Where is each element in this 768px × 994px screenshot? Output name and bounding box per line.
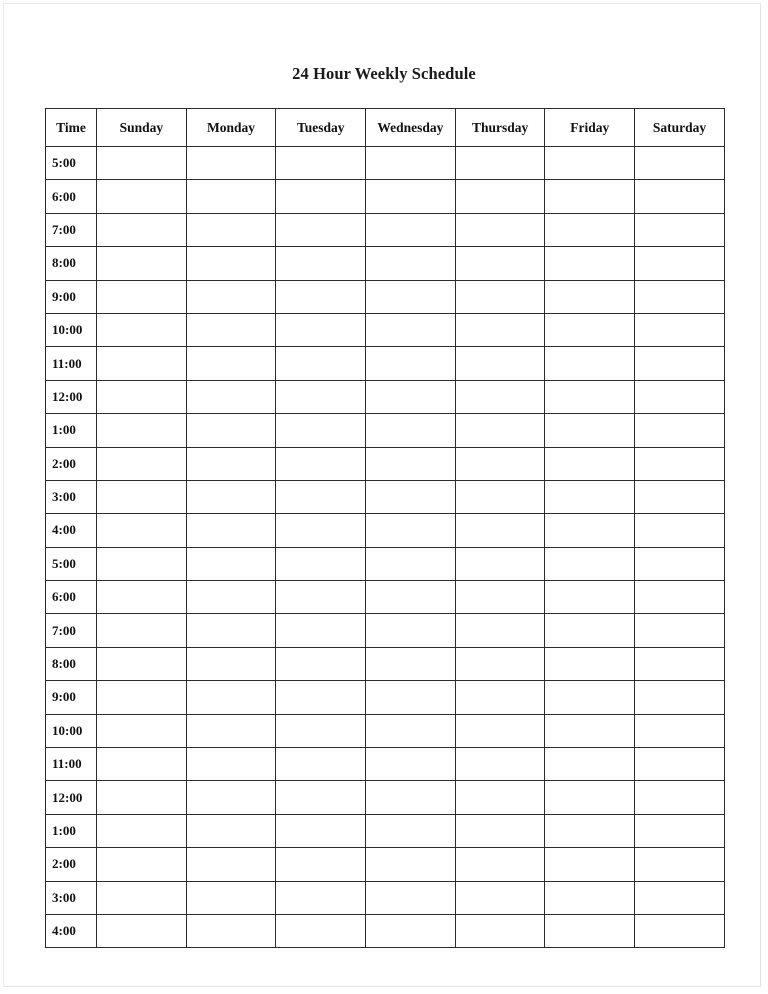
schedule-slot-monday[interactable]: [186, 414, 276, 447]
column-header-monday: Monday: [186, 109, 276, 147]
table-row: [46, 347, 725, 380]
schedule-slot-sunday[interactable]: [97, 581, 187, 614]
schedule-slot-tuesday[interactable]: [276, 814, 366, 847]
schedule-slot-thursday[interactable]: [455, 581, 545, 614]
table-row: [46, 447, 725, 480]
schedule-slot-tuesday[interactable]: [276, 748, 366, 781]
time-label-cell: 1:00: [46, 414, 97, 447]
schedule-slot-tuesday[interactable]: [276, 581, 366, 614]
schedule-slot-friday[interactable]: [545, 380, 635, 413]
schedule-slot-sunday[interactable]: [97, 147, 187, 180]
schedule-slot-sunday[interactable]: [97, 881, 187, 914]
schedule-slot-monday[interactable]: [186, 547, 276, 580]
schedule-slot-sunday[interactable]: [97, 380, 187, 413]
schedule-slot-monday[interactable]: [186, 714, 276, 747]
schedule-slot-saturday[interactable]: [635, 914, 725, 947]
table-row: [46, 280, 725, 313]
schedule-slot-tuesday[interactable]: [276, 280, 366, 313]
schedule-slot-wednesday[interactable]: [366, 180, 456, 213]
schedule-slot-friday[interactable]: [545, 914, 635, 947]
time-label-cell: 11:00: [46, 748, 97, 781]
schedule-slot-saturday[interactable]: [635, 514, 725, 547]
schedule-slot-saturday[interactable]: [635, 247, 725, 280]
weekly-schedule-table: [45, 108, 725, 948]
schedule-slot-wednesday[interactable]: [366, 414, 456, 447]
time-label-cell: 2:00: [46, 848, 97, 881]
time-label-cell: 9:00: [46, 280, 97, 313]
schedule-slot-sunday[interactable]: [97, 213, 187, 246]
schedule-slot-monday[interactable]: [186, 748, 276, 781]
column-header-thursday: Thursday: [455, 109, 545, 147]
schedule-slot-wednesday[interactable]: [366, 781, 456, 814]
time-label-cell: 4:00: [46, 514, 97, 547]
schedule-slot-thursday[interactable]: [455, 714, 545, 747]
schedule-slot-thursday[interactable]: [455, 614, 545, 647]
schedule-slot-saturday[interactable]: [635, 313, 725, 346]
schedule-slot-wednesday[interactable]: [366, 848, 456, 881]
schedule-slot-wednesday[interactable]: [366, 914, 456, 947]
table-row: [46, 480, 725, 513]
schedule-slot-tuesday[interactable]: [276, 514, 366, 547]
time-label-cell: 7:00: [46, 213, 97, 246]
table-row: [46, 748, 725, 781]
schedule-slot-thursday[interactable]: [455, 414, 545, 447]
schedule-slot-thursday[interactable]: [455, 180, 545, 213]
table-row: [46, 647, 725, 680]
schedule-slot-friday[interactable]: [545, 514, 635, 547]
schedule-slot-monday[interactable]: [186, 347, 276, 380]
schedule-slot-wednesday[interactable]: [366, 313, 456, 346]
time-label-cell: 11:00: [46, 347, 97, 380]
schedule-slot-thursday[interactable]: [455, 681, 545, 714]
schedule-slot-friday[interactable]: [545, 647, 635, 680]
column-header-sunday: Sunday: [97, 109, 187, 147]
schedule-slot-sunday[interactable]: [97, 313, 187, 346]
time-label-cell: 3:00: [46, 480, 97, 513]
schedule-table-body: [46, 147, 725, 948]
schedule-slot-wednesday[interactable]: [366, 280, 456, 313]
schedule-slot-friday[interactable]: [545, 581, 635, 614]
schedule-slot-monday[interactable]: [186, 213, 276, 246]
table-row: [46, 614, 725, 647]
schedule-slot-saturday[interactable]: [635, 581, 725, 614]
schedule-slot-monday[interactable]: [186, 781, 276, 814]
schedule-slot-wednesday[interactable]: [366, 347, 456, 380]
schedule-slot-friday[interactable]: [545, 447, 635, 480]
schedule-slot-tuesday[interactable]: [276, 380, 366, 413]
schedule-slot-tuesday[interactable]: [276, 881, 366, 914]
schedule-slot-sunday[interactable]: [97, 180, 187, 213]
schedule-slot-tuesday[interactable]: [276, 848, 366, 881]
schedule-slot-friday[interactable]: [545, 247, 635, 280]
schedule-table-head: [46, 109, 725, 147]
schedule-slot-monday[interactable]: [186, 581, 276, 614]
schedule-slot-friday[interactable]: [545, 414, 635, 447]
schedule-slot-monday[interactable]: [186, 914, 276, 947]
schedule-slot-thursday[interactable]: [455, 514, 545, 547]
schedule-slot-friday[interactable]: [545, 280, 635, 313]
schedule-slot-thursday[interactable]: [455, 647, 545, 680]
schedule-slot-thursday[interactable]: [455, 213, 545, 246]
schedule-slot-sunday[interactable]: [97, 447, 187, 480]
schedule-slot-tuesday[interactable]: [276, 914, 366, 947]
schedule-slot-saturday[interactable]: [635, 748, 725, 781]
time-label-cell: 10:00: [46, 313, 97, 346]
schedule-slot-monday[interactable]: [186, 614, 276, 647]
schedule-slot-tuesday[interactable]: [276, 447, 366, 480]
schedule-slot-sunday[interactable]: [97, 514, 187, 547]
column-header-friday: Friday: [545, 109, 635, 147]
schedule-slot-thursday[interactable]: [455, 447, 545, 480]
schedule-slot-friday[interactable]: [545, 480, 635, 513]
table-row: [46, 914, 725, 947]
table-row: [46, 247, 725, 280]
table-row: [46, 180, 725, 213]
schedule-slot-wednesday[interactable]: [366, 547, 456, 580]
time-label-cell: 12:00: [46, 380, 97, 413]
schedule-slot-monday[interactable]: [186, 647, 276, 680]
table-row: [46, 581, 725, 614]
schedule-slot-sunday[interactable]: [97, 480, 187, 513]
schedule-slot-thursday[interactable]: [455, 814, 545, 847]
column-header-saturday: Saturday: [635, 109, 725, 147]
schedule-slot-saturday[interactable]: [635, 881, 725, 914]
schedule-slot-monday[interactable]: [186, 180, 276, 213]
schedule-slot-saturday[interactable]: [635, 614, 725, 647]
schedule-slot-wednesday[interactable]: [366, 881, 456, 914]
schedule-slot-tuesday[interactable]: [276, 714, 366, 747]
schedule-slot-saturday[interactable]: [635, 714, 725, 747]
time-label-cell: 8:00: [46, 647, 97, 680]
schedule-slot-wednesday[interactable]: [366, 147, 456, 180]
time-label-cell: 5:00: [46, 147, 97, 180]
table-row: [46, 681, 725, 714]
schedule-slot-friday[interactable]: [545, 614, 635, 647]
time-label-cell: 3:00: [46, 881, 97, 914]
page-title: 24 Hour Weekly Schedule: [292, 64, 476, 83]
time-label-cell: 9:00: [46, 681, 97, 714]
table-row: [46, 414, 725, 447]
schedule-slot-tuesday[interactable]: [276, 647, 366, 680]
schedule-slot-tuesday[interactable]: [276, 547, 366, 580]
schedule-slot-wednesday[interactable]: [366, 748, 456, 781]
schedule-slot-monday[interactable]: [186, 313, 276, 346]
schedule-slot-wednesday[interactable]: [366, 581, 456, 614]
schedule-slot-friday[interactable]: [545, 748, 635, 781]
schedule-slot-friday[interactable]: [545, 347, 635, 380]
schedule-slot-wednesday[interactable]: [366, 380, 456, 413]
schedule-slot-thursday[interactable]: [455, 848, 545, 881]
schedule-slot-thursday[interactable]: [455, 480, 545, 513]
schedule-slot-friday[interactable]: [545, 814, 635, 847]
schedule-slot-monday[interactable]: [186, 447, 276, 480]
schedule-slot-tuesday[interactable]: [276, 480, 366, 513]
schedule-slot-sunday[interactable]: [97, 247, 187, 280]
schedule-slot-sunday[interactable]: [97, 614, 187, 647]
column-header-wednesday: Wednesday: [366, 109, 456, 147]
schedule-slot-saturday[interactable]: [635, 213, 725, 246]
schedule-slot-wednesday[interactable]: [366, 714, 456, 747]
schedule-slot-sunday[interactable]: [97, 781, 187, 814]
table-row: [46, 147, 725, 180]
column-header-tuesday: Tuesday: [276, 109, 366, 147]
table-row: [46, 814, 725, 847]
schedule-slot-thursday[interactable]: [455, 781, 545, 814]
schedule-slot-sunday[interactable]: [97, 647, 187, 680]
schedule-slot-wednesday[interactable]: [366, 213, 456, 246]
time-label-cell: 5:00: [46, 547, 97, 580]
schedule-slot-wednesday[interactable]: [366, 647, 456, 680]
schedule-slot-thursday[interactable]: [455, 247, 545, 280]
table-row: [46, 781, 725, 814]
schedule-slot-wednesday[interactable]: [366, 514, 456, 547]
schedule-slot-saturday[interactable]: [635, 681, 725, 714]
time-label-cell: 6:00: [46, 180, 97, 213]
schedule-slot-thursday[interactable]: [455, 347, 545, 380]
schedule-slot-monday[interactable]: [186, 681, 276, 714]
schedule-slot-sunday[interactable]: [97, 280, 187, 313]
schedule-slot-thursday[interactable]: [455, 380, 545, 413]
schedule-slot-tuesday[interactable]: [276, 247, 366, 280]
table-row: [46, 547, 725, 580]
schedule-slot-monday[interactable]: [186, 514, 276, 547]
schedule-slot-tuesday[interactable]: [276, 180, 366, 213]
schedule-slot-tuesday[interactable]: [276, 414, 366, 447]
schedule-slot-sunday[interactable]: [97, 414, 187, 447]
schedule-table-container: [45, 108, 724, 948]
schedule-slot-saturday[interactable]: [635, 781, 725, 814]
schedule-slot-tuesday[interactable]: [276, 213, 366, 246]
time-label-cell: 1:00: [46, 814, 97, 847]
schedule-slot-thursday[interactable]: [455, 914, 545, 947]
schedule-slot-thursday[interactable]: [455, 881, 545, 914]
schedule-slot-monday[interactable]: [186, 380, 276, 413]
schedule-slot-sunday[interactable]: [97, 347, 187, 380]
schedule-slot-friday[interactable]: [545, 714, 635, 747]
schedule-slot-friday[interactable]: [545, 147, 635, 180]
time-label-cell: 8:00: [46, 247, 97, 280]
time-label-cell: 10:00: [46, 714, 97, 747]
schedule-slot-wednesday[interactable]: [366, 447, 456, 480]
schedule-slot-tuesday[interactable]: [276, 781, 366, 814]
table-row: [46, 848, 725, 881]
schedule-slot-friday[interactable]: [545, 180, 635, 213]
schedule-slot-friday[interactable]: [545, 781, 635, 814]
schedule-slot-saturday[interactable]: [635, 447, 725, 480]
schedule-slot-thursday[interactable]: [455, 147, 545, 180]
schedule-slot-thursday[interactable]: [455, 313, 545, 346]
table-row: [46, 881, 725, 914]
time-label-cell: 2:00: [46, 447, 97, 480]
schedule-slot-monday[interactable]: [186, 814, 276, 847]
schedule-slot-saturday[interactable]: [635, 180, 725, 213]
schedule-slot-tuesday[interactable]: [276, 313, 366, 346]
schedule-slot-friday[interactable]: [545, 213, 635, 246]
time-label-cell: 7:00: [46, 614, 97, 647]
schedule-slot-tuesday[interactable]: [276, 347, 366, 380]
schedule-slot-sunday[interactable]: [97, 714, 187, 747]
schedule-slot-friday[interactable]: [545, 681, 635, 714]
schedule-slot-monday[interactable]: [186, 480, 276, 513]
schedule-slot-thursday[interactable]: [455, 280, 545, 313]
schedule-slot-wednesday[interactable]: [366, 614, 456, 647]
table-row: [46, 213, 725, 246]
schedule-slot-saturday[interactable]: [635, 547, 725, 580]
schedule-slot-saturday[interactable]: [635, 848, 725, 881]
schedule-slot-saturday[interactable]: [635, 414, 725, 447]
schedule-slot-sunday[interactable]: [97, 814, 187, 847]
schedule-slot-tuesday[interactable]: [276, 681, 366, 714]
table-row: [46, 380, 725, 413]
table-row: [46, 714, 725, 747]
time-label-cell: 4:00: [46, 914, 97, 947]
time-label-cell: 6:00: [46, 581, 97, 614]
schedule-slot-monday[interactable]: [186, 848, 276, 881]
schedule-slot-tuesday[interactable]: [276, 147, 366, 180]
schedule-slot-monday[interactable]: [186, 881, 276, 914]
schedule-slot-saturday[interactable]: [635, 647, 725, 680]
schedule-slot-sunday[interactable]: [97, 848, 187, 881]
schedule-slot-monday[interactable]: [186, 147, 276, 180]
schedule-slot-friday[interactable]: [545, 547, 635, 580]
schedule-slot-wednesday[interactable]: [366, 814, 456, 847]
schedule-slot-sunday[interactable]: [97, 748, 187, 781]
schedule-slot-sunday[interactable]: [97, 914, 187, 947]
schedule-slot-wednesday[interactable]: [366, 681, 456, 714]
schedule-slot-friday[interactable]: [545, 313, 635, 346]
schedule-slot-wednesday[interactable]: [366, 480, 456, 513]
table-header-row: [46, 109, 725, 147]
schedule-slot-saturday[interactable]: [635, 280, 725, 313]
schedule-slot-thursday[interactable]: [455, 748, 545, 781]
schedule-slot-friday[interactable]: [545, 848, 635, 881]
schedule-slot-saturday[interactable]: [635, 347, 725, 380]
schedule-slot-tuesday[interactable]: [276, 614, 366, 647]
schedule-slot-thursday[interactable]: [455, 547, 545, 580]
schedule-slot-saturday[interactable]: [635, 814, 725, 847]
schedule-slot-saturday[interactable]: [635, 380, 725, 413]
column-header-time: Time: [46, 109, 97, 147]
schedule-slot-monday[interactable]: [186, 247, 276, 280]
schedule-slot-monday[interactable]: [186, 280, 276, 313]
schedule-slot-friday[interactable]: [545, 881, 635, 914]
table-row: [46, 313, 725, 346]
schedule-slot-sunday[interactable]: [97, 681, 187, 714]
schedule-slot-wednesday[interactable]: [366, 247, 456, 280]
schedule-slot-saturday[interactable]: [635, 480, 725, 513]
schedule-slot-saturday[interactable]: [635, 147, 725, 180]
schedule-slot-sunday[interactable]: [97, 547, 187, 580]
table-row: [46, 514, 725, 547]
time-label-cell: 12:00: [46, 781, 97, 814]
